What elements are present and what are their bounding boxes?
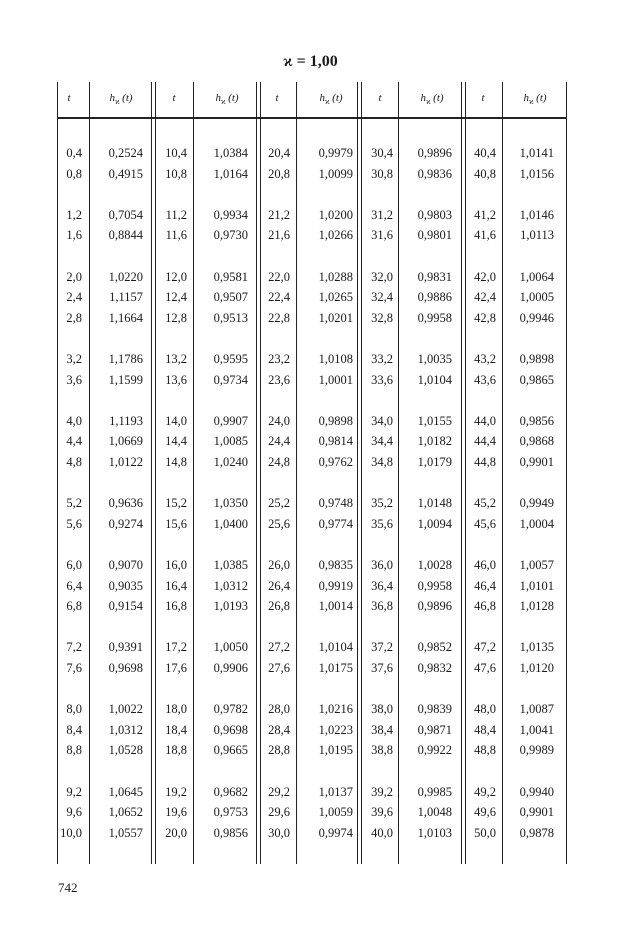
t-value: 24,4 <box>268 434 290 449</box>
t-value: 36,0 <box>371 558 393 572</box>
t-value: 23,2 <box>268 352 290 366</box>
t-value: 42,4 <box>474 290 496 305</box>
t-value: 35,2 <box>371 496 393 511</box>
h-value: 0,9154 <box>108 599 143 614</box>
t-value: 3,2 <box>66 352 82 366</box>
t-value: 42,0 <box>474 269 496 284</box>
t-value: 10,8 <box>165 166 187 181</box>
t-value: 14,4 <box>165 434 187 449</box>
t-value: 10,4 <box>165 146 187 160</box>
t-value: 4,8 <box>66 455 82 469</box>
h-value: 0,9907 <box>213 413 248 428</box>
header-t: t <box>481 92 485 104</box>
h-value: 1,0288 <box>318 269 353 284</box>
t-value: 1,2 <box>66 207 82 222</box>
t-value: 5,6 <box>66 516 82 531</box>
t-value: 30,0 <box>268 825 290 840</box>
t-value: 16,4 <box>165 578 187 593</box>
h-value: 0,9898 <box>519 352 554 366</box>
h-value: 1,0528 <box>108 743 143 758</box>
h-value: 1,0087 <box>519 702 554 717</box>
h-value: 1,0048 <box>417 805 452 820</box>
t-value: 41,6 <box>474 228 496 243</box>
h-value: 1,0384 <box>213 146 248 160</box>
t-value: 20,4 <box>268 146 290 160</box>
h-value: 0,9974 <box>318 825 353 840</box>
h-value: 0,9035 <box>108 578 143 593</box>
h-value: 1,0148 <box>417 496 452 511</box>
t-value: 29,6 <box>268 805 290 820</box>
h-value: 1,0085 <box>213 434 248 449</box>
h-value: 0,9665 <box>213 743 248 758</box>
h-value: 0,9698 <box>108 661 143 675</box>
h-value: 0,7054 <box>108 207 143 222</box>
h-value: 0,9940 <box>519 784 554 799</box>
t-value: 34,4 <box>371 434 393 449</box>
t-value: 28,8 <box>268 743 290 758</box>
h-value: 1,0101 <box>519 578 554 593</box>
h-value: 1,1193 <box>109 413 143 428</box>
header-t: t <box>378 92 382 104</box>
t-value: 32,0 <box>371 269 393 284</box>
h-value: 1,0128 <box>519 599 554 614</box>
h-value: 1,0094 <box>417 516 452 531</box>
t-value: 37,6 <box>371 661 393 675</box>
t-value: 28,0 <box>268 702 290 717</box>
h-value: 1,1599 <box>108 372 143 387</box>
h-value: 1,0014 <box>318 599 353 614</box>
t-value: 47,2 <box>474 640 496 655</box>
t-value: 33,6 <box>371 372 393 387</box>
t-value: 6,4 <box>66 578 82 593</box>
t-value: 45,6 <box>474 516 496 531</box>
h-value: 1,0004 <box>519 516 554 531</box>
header-t: t <box>275 92 279 104</box>
t-value: 6,0 <box>66 558 82 572</box>
t-value: 46,4 <box>474 578 496 593</box>
h-value: 1,0001 <box>318 372 353 387</box>
t-value: 12,0 <box>165 269 187 284</box>
h-value: 1,0557 <box>108 825 143 840</box>
h-value: 1,0041 <box>519 722 554 737</box>
t-value: 27,6 <box>268 661 290 675</box>
h-value: 1,0652 <box>108 805 143 820</box>
t-value: 5,2 <box>66 496 82 511</box>
h-value: 1,0155 <box>417 413 452 428</box>
h-value: 0,9835 <box>318 558 353 572</box>
t-value: 17,6 <box>165 661 187 675</box>
t-value: 39,2 <box>371 784 393 799</box>
h-value: 0,9698 <box>213 722 248 737</box>
h-value: 0,9896 <box>417 599 452 614</box>
h-value: 1,0193 <box>213 599 248 614</box>
t-value: 7,2 <box>66 640 82 655</box>
h-value: 1,0104 <box>417 372 452 387</box>
t-value: 30,4 <box>371 146 393 160</box>
h-value: 0,9946 <box>519 310 554 325</box>
t-value: 14,0 <box>165 413 187 428</box>
t-value: 50,0 <box>474 825 496 840</box>
t-value: 26,8 <box>268 599 290 614</box>
h-value: 1,0200 <box>318 207 353 222</box>
header-h: $h_ϰ$ (t) <box>215 92 239 107</box>
t-value: 15,6 <box>165 516 187 531</box>
t-value: 32,8 <box>371 310 393 325</box>
t-value: 12,4 <box>165 290 187 305</box>
t-value: 43,2 <box>474 352 496 366</box>
h-value: 1,0035 <box>417 352 452 366</box>
t-value: 45,2 <box>474 496 496 511</box>
t-value: 48,8 <box>474 743 496 758</box>
t-value: 38,0 <box>371 702 393 717</box>
t-value: 11,6 <box>165 228 187 243</box>
h-value: 0,9856 <box>519 413 554 428</box>
page-number: 742 <box>58 880 78 895</box>
t-value: 15,2 <box>165 496 187 511</box>
h-value: 1,0175 <box>318 661 353 675</box>
h-value: 1,0216 <box>318 702 353 717</box>
t-value: 19,2 <box>165 784 187 799</box>
h-value: 0,9901 <box>519 455 554 469</box>
t-value: 40,4 <box>474 146 496 160</box>
h-value: 0,9730 <box>213 228 248 243</box>
t-value: 48,4 <box>474 722 496 737</box>
h-value: 1,0179 <box>417 455 452 469</box>
h-value: 1,0164 <box>213 166 248 181</box>
header-h: $h_ϰ$ (t) <box>319 92 343 107</box>
h-value: 1,0057 <box>519 558 554 572</box>
h-value: 0,9070 <box>108 558 143 572</box>
h-value: 1,0122 <box>108 455 143 469</box>
h-value: 1,0059 <box>318 805 353 820</box>
t-value: 16,0 <box>165 558 187 572</box>
t-value: 17,2 <box>165 640 187 655</box>
t-value: 22,8 <box>268 310 290 325</box>
t-value: 36,8 <box>371 599 393 614</box>
h-value: 0,9839 <box>417 702 452 717</box>
h-value: 1,0022 <box>108 702 143 717</box>
t-value: 11,2 <box>165 207 187 222</box>
h-value: 1,0240 <box>213 455 248 469</box>
t-value: 2,0 <box>66 269 82 284</box>
h-value: 1,0113 <box>520 228 554 243</box>
h-value: 1,0028 <box>417 558 452 572</box>
h-value: 0,9958 <box>417 310 452 325</box>
h-value: 0,9868 <box>519 434 554 449</box>
t-value: 30,8 <box>371 166 393 181</box>
h-value: 0,9762 <box>318 455 353 469</box>
t-value: 19,6 <box>165 805 187 820</box>
t-value: 10,0 <box>60 825 82 840</box>
t-value: 8,4 <box>66 722 82 737</box>
h-value: 1,0265 <box>318 290 353 305</box>
h-value: 0,9934 <box>213 207 248 222</box>
header-h: $h_ϰ$ (t) <box>109 92 133 107</box>
t-value: 42,8 <box>474 310 496 325</box>
h-value: 1,0645 <box>108 784 143 799</box>
h-value: 0,2524 <box>108 146 143 160</box>
t-value: 28,4 <box>268 722 290 737</box>
h-value: 0,9814 <box>318 434 353 449</box>
h-value: 0,9774 <box>318 516 353 531</box>
h-value: 0,9985 <box>417 784 452 799</box>
t-value: 18,8 <box>165 743 187 758</box>
h-value: 0,9832 <box>417 661 452 675</box>
t-value: 20,8 <box>268 166 290 181</box>
t-value: 6,8 <box>66 599 82 614</box>
t-value: 4,0 <box>66 413 82 428</box>
h-value: 1,0108 <box>318 352 353 366</box>
h-value: 0,9878 <box>519 825 554 840</box>
t-value: 4,4 <box>66 434 82 449</box>
t-value: 25,2 <box>268 496 290 511</box>
h-value: 1,0103 <box>417 825 452 840</box>
h-value: 1,0137 <box>318 784 353 799</box>
t-value: 1,6 <box>66 228 82 243</box>
t-value: 38,4 <box>371 722 393 737</box>
h-value: 1,0400 <box>213 516 248 531</box>
t-value: 40,0 <box>371 825 393 840</box>
t-value: 31,2 <box>371 207 393 222</box>
t-value: 44,0 <box>474 413 496 428</box>
h-value: 0,9865 <box>519 372 554 387</box>
h-value: 0,9949 <box>519 496 554 511</box>
t-value: 41,2 <box>474 207 496 222</box>
h-value: 0,9734 <box>213 372 248 387</box>
h-value: 0,9836 <box>417 166 452 181</box>
t-value: 34,0 <box>371 413 393 428</box>
h-value: 1,0195 <box>318 743 353 758</box>
t-value: 3,6 <box>66 372 82 387</box>
h-value: 0,9922 <box>417 743 452 758</box>
page-title: ϰ = 1,00 <box>283 53 338 70</box>
t-value: 40,8 <box>474 166 496 181</box>
t-value: 29,2 <box>268 784 290 799</box>
t-value: 23,6 <box>268 372 290 387</box>
t-value: 8,8 <box>66 743 82 758</box>
h-value: 0,9507 <box>213 290 248 305</box>
h-value: 1,0146 <box>519 207 554 222</box>
h-value: 1,1157 <box>109 290 143 305</box>
t-value: 18,4 <box>165 722 187 737</box>
t-value: 33,2 <box>371 352 393 366</box>
h-value: 0,9906 <box>213 661 248 675</box>
h-value: 1,0350 <box>213 496 248 511</box>
h-value: 1,0201 <box>318 310 353 325</box>
h-value: 1,0005 <box>519 290 554 305</box>
t-value: 47,6 <box>474 661 496 675</box>
t-value: 46,0 <box>474 558 496 572</box>
header-h: $h_ϰ$ (t) <box>523 92 547 107</box>
t-value: 13,2 <box>165 352 187 366</box>
h-value: 0,9803 <box>417 207 452 222</box>
h-value: 1,0064 <box>519 269 554 284</box>
h-value: 1,0135 <box>519 640 554 655</box>
t-value: 16,8 <box>165 599 187 614</box>
h-value: 1,1664 <box>108 310 143 325</box>
h-value: 0,9852 <box>417 640 452 655</box>
h-value: 0,9595 <box>213 352 248 366</box>
t-value: 20,0 <box>165 825 187 840</box>
t-value: 48,0 <box>474 702 496 717</box>
h-value: 0,9919 <box>318 578 353 593</box>
h-value: 0,9782 <box>213 702 248 717</box>
h-value: 1,0156 <box>519 166 554 181</box>
h-value: 1,0312 <box>108 722 143 737</box>
h-value: 0,9871 <box>417 722 452 737</box>
t-value: 9,2 <box>66 784 82 799</box>
h-value: 0,9513 <box>213 310 248 325</box>
t-value: 38,8 <box>371 743 393 758</box>
header-t: t <box>67 92 71 104</box>
t-value: 35,6 <box>371 516 393 531</box>
t-value: 9,6 <box>66 805 82 820</box>
h-value: 1,0050 <box>213 640 248 655</box>
h-value: 0,9886 <box>417 290 452 305</box>
h-value: 0,9801 <box>417 228 452 243</box>
h-value: 1,0120 <box>519 661 554 675</box>
h-value: 1,0099 <box>318 166 353 181</box>
t-value: 12,8 <box>165 310 187 325</box>
t-value: 2,4 <box>66 290 82 305</box>
h-value: 1,0182 <box>417 434 452 449</box>
t-value: 39,6 <box>371 805 393 820</box>
t-value: 26,4 <box>268 578 290 593</box>
t-value: 24,0 <box>268 413 290 428</box>
h-value: 1,0385 <box>213 558 248 572</box>
t-value: 22,0 <box>268 269 290 284</box>
h-value: 0,9989 <box>519 743 554 758</box>
h-value: 0,8844 <box>108 228 143 243</box>
t-value: 49,2 <box>474 784 496 799</box>
t-value: 0,4 <box>66 146 82 160</box>
h-value: 1,0141 <box>519 146 554 160</box>
t-value: 34,8 <box>371 455 393 469</box>
h-value: 0,9979 <box>318 146 353 160</box>
h-value: 1,0220 <box>108 269 143 284</box>
h-value: 0,9274 <box>108 516 143 531</box>
t-value: 13,6 <box>165 372 187 387</box>
h-value: 1,0669 <box>108 434 143 449</box>
h-value: 0,9748 <box>318 496 353 511</box>
t-value: 22,4 <box>268 290 290 305</box>
h-value: 0,4915 <box>108 166 143 181</box>
h-value: 1,0312 <box>213 578 248 593</box>
t-value: 31,6 <box>371 228 393 243</box>
t-value: 32,4 <box>371 290 393 305</box>
h-value: 0,9958 <box>417 578 452 593</box>
t-value: 21,2 <box>268 207 290 222</box>
t-value: 37,2 <box>371 640 393 655</box>
t-value: 0,8 <box>66 166 82 181</box>
h-value: 0,9581 <box>213 269 248 284</box>
t-value: 43,6 <box>474 372 496 387</box>
h-value: 0,9682 <box>213 784 248 799</box>
header-h: $h_ϰ$ (t) <box>420 92 444 107</box>
header-t: t <box>172 92 176 104</box>
t-value: 26,0 <box>268 558 290 572</box>
t-value: 18,0 <box>165 702 187 717</box>
t-value: 8,0 <box>66 702 82 717</box>
t-value: 44,4 <box>474 434 496 449</box>
t-value: 7,6 <box>66 661 82 675</box>
t-value: 27,2 <box>268 640 290 655</box>
h-value: 0,9856 <box>213 825 248 840</box>
h-value: 0,9636 <box>108 496 143 511</box>
t-value: 49,6 <box>474 805 496 820</box>
h-value: 0,9391 <box>108 640 143 655</box>
t-value: 2,8 <box>66 310 82 325</box>
t-value: 24,8 <box>268 455 290 469</box>
t-value: 14,8 <box>165 455 187 469</box>
t-value: 25,6 <box>268 516 290 531</box>
t-value: 36,4 <box>371 578 393 593</box>
t-value: 21,6 <box>268 228 290 243</box>
h-value: 0,9898 <box>318 413 353 428</box>
t-value: 44,8 <box>474 455 496 469</box>
h-value: 1,1786 <box>108 352 143 366</box>
h-value: 1,0104 <box>318 640 353 655</box>
h-value: 0,9831 <box>417 269 452 284</box>
h-value: 0,9753 <box>213 805 248 820</box>
header-rule <box>57 117 567 119</box>
h-value: 0,9896 <box>417 146 452 160</box>
h-value: 1,0266 <box>318 228 353 243</box>
h-value: 1,0223 <box>318 722 353 737</box>
h-value: 0,9901 <box>519 805 554 820</box>
t-value: 46,8 <box>474 599 496 614</box>
